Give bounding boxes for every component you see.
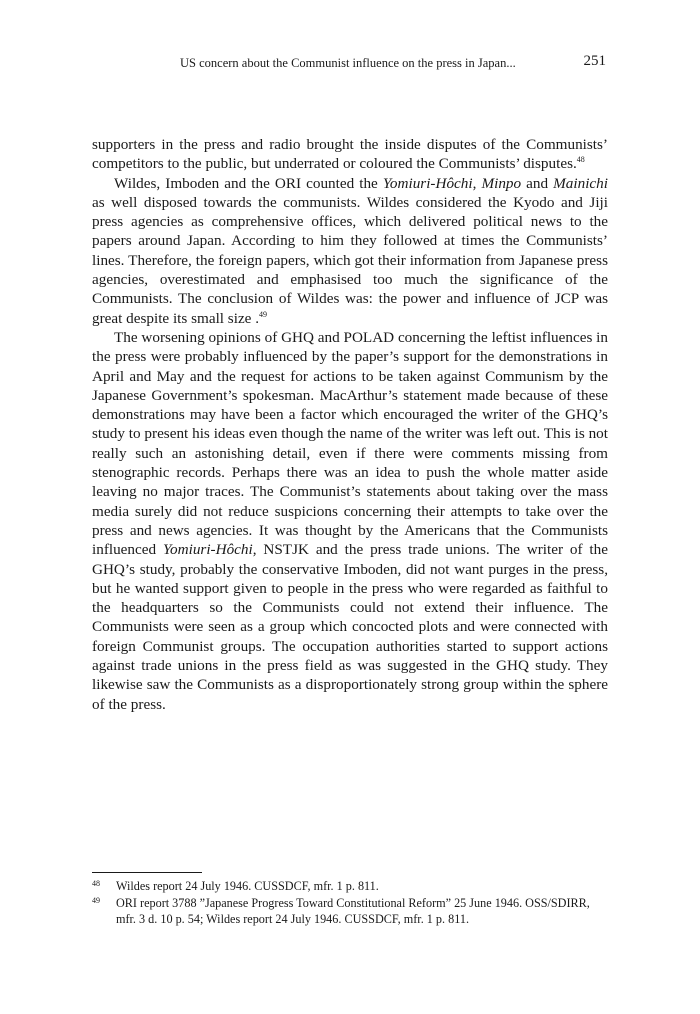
paragraph-text: , NSTJK and the press trade unions. The writer of the GHQ’s study, probably the conservative Imboden, did not want purges in the press, but he wanted support given to people in the press who were regarded as faithful to the headquarters so the Communists could not extend their influence. The Communists were seen as a group which concocted plots and were connected with foreign Communist groups. The occupation authorities started to support actions against trade unions in the press field as was suggested in the GHQ study. They likewise saw the Communists as a disproportionately strong group within the sphere of the press. — [92, 541, 608, 713]
running-title: US concern about the Communist influence on the press in Japan... — [180, 56, 516, 70]
paragraph-text: and — [521, 174, 554, 192]
main-text — [92, 135, 608, 714]
paragraph-text: The worsening opinions of GHQ and POLAD concerning the leftist influences in the press were probably influenced by the paper’s support for the demonstrations in April and May and the request for actions to be taken against Communism by the Japanese Government’s spokesman. MacArthur’s statement made because of these demonstrations may have been a factor which encouraged the writer of the GHQ’s study to present his ideas even though the name of the writer was left out. This is not really such an astonishing detail, even if there were comments missing from stenographic records. Perhaps there was an idea to push the whole matter aside leaving no major traces. The Communist’s statements about taking over the mass media surely did not reduce suspicions concerning their attempts to take over the press and news agencies. It was thought by the Americans that the Communists influenced — [92, 328, 608, 559]
paragraph-text: supporters in the press and radio brought the inside disputes of the Communists’ competitors to the public, but underrated or coloured the Communists’ disputes. — [92, 136, 608, 173]
paragraph-text: , — [472, 174, 482, 192]
page-number: 251 — [583, 53, 606, 69]
footnote-text: Wildes report 24 July 1946. CUSSDCF, mfr. 1 p. 811. — [116, 879, 379, 893]
footnote-separator — [92, 872, 202, 873]
footnotes — [92, 878, 608, 928]
newspaper-name: Minpo — [481, 174, 522, 192]
paragraph-text: as well disposed towards the communists. Wildes considered the Kyodo and Jiji press agencies as comprehensive offices, which delivered political news to the papers around Japan. According to him they followed at times the Communists’ lines. Therefore, the foreign papers, which got their information from Japanese press agencies, overestimated and emphasised too much the significance of the Communists. The conclusion of Wildes was: the power and influence of JCP was great despite its small size . — [92, 193, 608, 327]
footnote-text: ORI report 3788 ”Japanese Progress Toward Constitutional Reform” 25 June 1946. OSS/SDIRR, mfr. 3 d. 10 p. 54; Wildes report 24 July 1946. CUSSDCF, mfr. 1 p. 811. — [116, 895, 590, 926]
footnote — [92, 895, 608, 928]
newspaper-name: Mainichi — [553, 174, 608, 192]
newspaper-name: Yomiuri-Hôchi — [162, 541, 253, 559]
footnote-number: 49 — [92, 895, 100, 905]
footnote-number: 48 — [92, 879, 100, 888]
paragraph — [92, 328, 608, 714]
paragraph — [92, 135, 608, 174]
running-header — [92, 53, 608, 75]
footnote-reference[interactable]: 48 — [576, 155, 585, 165]
newspaper-name: Yomiuri-Hôchi — [382, 174, 473, 192]
paragraph-text: Wildes, Imboden and the ORI counted the — [114, 174, 383, 192]
footnote — [92, 878, 608, 895]
paragraph — [92, 174, 608, 328]
footnote-reference[interactable]: 49 — [259, 309, 268, 319]
